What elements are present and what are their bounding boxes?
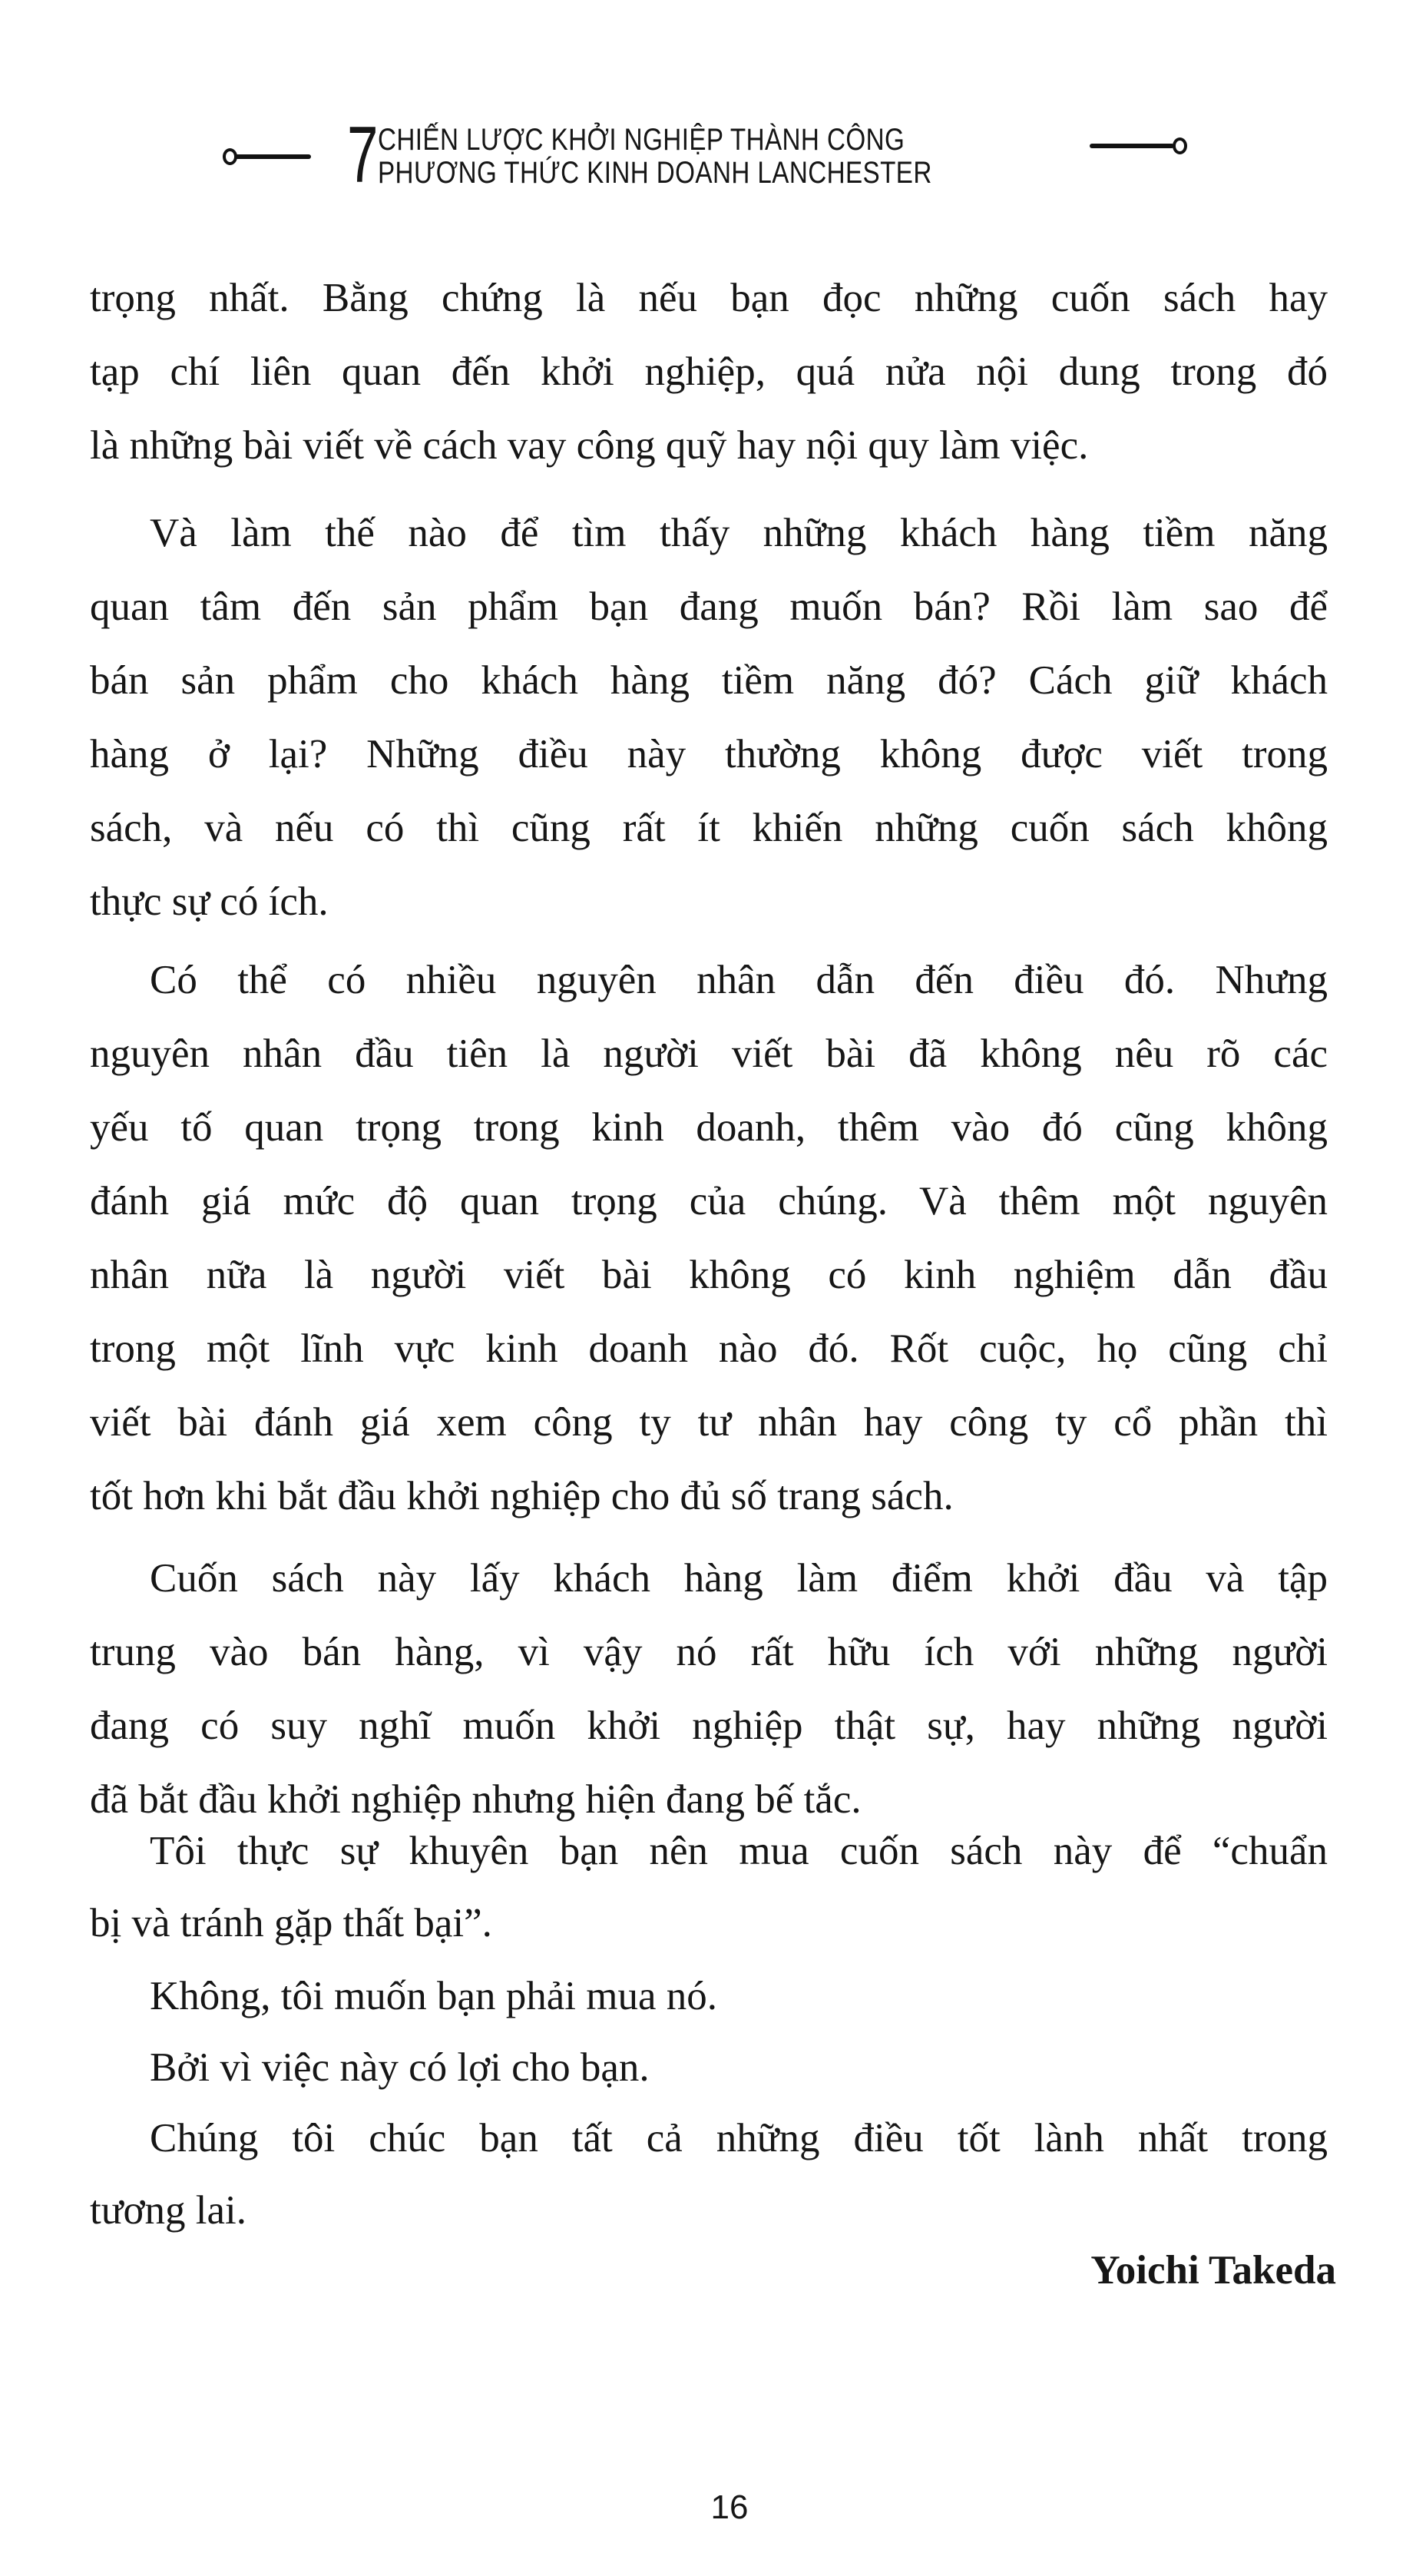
- text-line: yếu tố quan trọng trong kinh doanh, thêm vào đó cũng không: [90, 1105, 1328, 1150]
- text-line: Và làm thế nào để tìm thấy những khách hàng tiềm năng: [150, 511, 1328, 555]
- author-signature: Yoichi Takeda: [1090, 2248, 1336, 2293]
- paragraph: [90, 261, 1328, 482]
- page-number: 16: [710, 2488, 749, 2526]
- paragraph: [90, 496, 1328, 939]
- text-line: Cuốn sách này lấy khách hàng làm điểm khởi đầu và tập: [150, 1556, 1328, 1601]
- text-line: nhân nữa là người viết bài không có kinh nghiệm dẫn đầu: [90, 1253, 1328, 1297]
- header-title-line1: CHIẾN LƯỢC KHỞI NGHIỆP THÀNH CÔNG: [378, 123, 905, 157]
- paragraph: [90, 2102, 1328, 2247]
- header-ornament-left-line: [234, 154, 311, 159]
- text-line: thực sự có ích.: [90, 879, 329, 924]
- header-ornament-right-line: [1090, 144, 1174, 148]
- text-line: sách, và nếu có thì cũng rất ít khiến những cuốn sách không: [90, 806, 1328, 850]
- text-line: tương lai.: [90, 2188, 246, 2233]
- header-title-line2: PHƯƠNG THỨC KINH DOANH LANCHESTER: [378, 156, 932, 190]
- text-line: Tôi thực sự khuyên bạn nên mua cuốn sách này để “chuẩn: [150, 1829, 1328, 1873]
- text-line: bị và tránh gặp thất bại”.: [90, 1901, 492, 1945]
- text-line: trọng nhất. Bằng chứng là nếu bạn đọc những cuốn sách hay: [90, 276, 1328, 320]
- text-line: đánh giá mức độ quan trọng của chúng. Và thêm một nguyên: [90, 1179, 1328, 1223]
- paragraph: [90, 1541, 1328, 1836]
- text-line: Chúng tôi chúc bạn tất cả những điều tốt lành nhất trong: [150, 2116, 1328, 2160]
- text-line: Không, tôi muốn bạn phải mua nó.: [150, 1974, 717, 2018]
- paragraph: [90, 1815, 1328, 1959]
- text-line: là những bài viết về cách vay công quỹ hay nội quy làm việc.: [90, 423, 1089, 468]
- text-line: hàng ở lại? Những điều này thường không được viết trong: [90, 732, 1328, 776]
- text-line: bán sản phẩm cho khách hàng tiềm năng đó? Cách giữ khách: [90, 658, 1328, 703]
- text-line: quan tâm đến sản phẩm bạn đang muốn bán? Rồi làm sao để: [90, 584, 1328, 629]
- text-line: nguyên nhân đầu tiên là người viết bài đã không nêu rõ các: [90, 1031, 1328, 1076]
- header-ornament-right-dot: [1173, 137, 1187, 154]
- text-line: trung vào bán hàng, vì vậy nó rất hữu ích với những người: [90, 1630, 1328, 1674]
- text-line: tốt hơn khi bắt đầu khởi nghiệp cho đủ số trang sách.: [90, 1474, 954, 1518]
- text-line: đang có suy nghĩ muốn khởi nghiệp thật sự, hay những người: [90, 1704, 1328, 1748]
- text-line: Bởi vì việc này có lợi cho bạn.: [150, 2045, 650, 2090]
- paragraph: [90, 2031, 1328, 2104]
- text-line: Có thể có nhiều nguyên nhân dẫn đến điều đó. Nhưng: [150, 958, 1328, 1002]
- text-line: tạp chí liên quan đến khởi nghiệp, quá nửa nội dung trong đó: [90, 349, 1328, 394]
- text-line: đã bắt đầu khởi nghiệp nhưng hiện đang bế tắc.: [90, 1777, 862, 1822]
- text-line: viết bài đánh giá xem công ty tư nhân hay công ty cổ phần thì: [90, 1400, 1328, 1445]
- paragraph: [90, 1960, 1328, 2032]
- paragraph: [90, 943, 1328, 1533]
- header-number: 7: [347, 111, 379, 200]
- text-line: trong một lĩnh vực kinh doanh nào đó. Rốt cuộc, họ cũng chỉ: [90, 1326, 1328, 1371]
